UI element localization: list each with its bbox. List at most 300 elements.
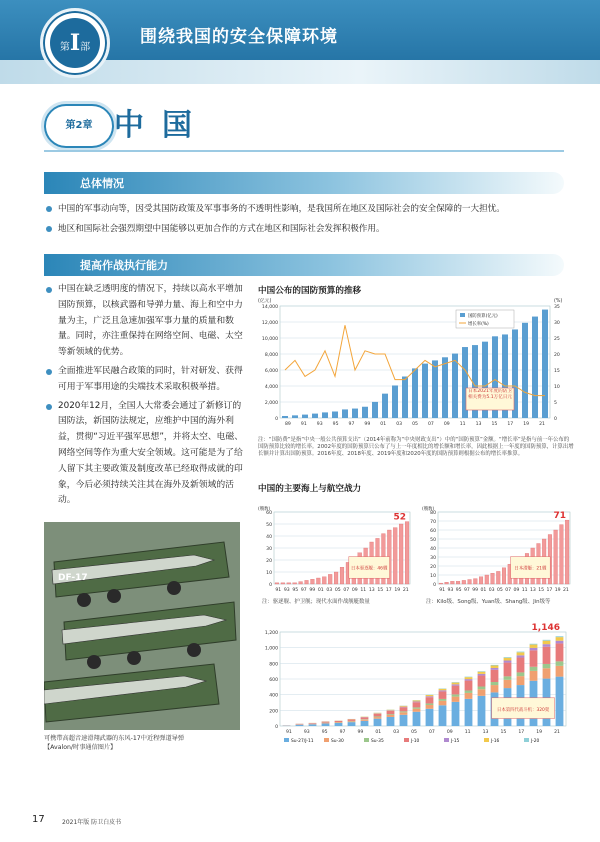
- legend-label: J-15: [451, 739, 460, 744]
- bar-segment: [413, 709, 421, 712]
- bar: [322, 412, 328, 418]
- missile-illustration: [44, 522, 240, 730]
- bar: [439, 583, 443, 584]
- y-tick-label: 40: [430, 547, 436, 552]
- callout: 日本第四代战斗机：320架: [496, 707, 550, 713]
- chapter-divider: [44, 150, 564, 152]
- bar: [565, 520, 569, 584]
- fighter-chart: [256, 618, 574, 748]
- bar-segment: [517, 658, 525, 673]
- bar: [473, 579, 477, 584]
- bar: [292, 415, 298, 418]
- x-tick-label: 97: [348, 422, 355, 427]
- bar-segment: [413, 702, 421, 707]
- bar-segment: [491, 670, 499, 682]
- bar-segment: [530, 667, 538, 671]
- bar-segment: [426, 697, 434, 703]
- bar: [305, 580, 309, 584]
- bar-segment: [556, 677, 564, 726]
- bar: [532, 317, 538, 418]
- max-label: 52: [393, 512, 406, 523]
- x-tick-label: 15: [538, 588, 545, 593]
- y2-tick-label: 20: [554, 353, 560, 358]
- bar-segment: [556, 637, 564, 641]
- bar-segment: [296, 725, 304, 726]
- bar-segment: [530, 648, 538, 650]
- y-tick-label: 10: [266, 571, 272, 576]
- x-tick-label: 01: [375, 730, 382, 735]
- x-tick-label: 17: [507, 422, 514, 427]
- y-tick-label: 20: [430, 565, 436, 570]
- bar-segment: [478, 671, 486, 672]
- bar: [316, 578, 320, 584]
- bar-segment: [465, 699, 473, 726]
- bar: [342, 409, 348, 418]
- legend-swatch: [324, 738, 329, 742]
- bar-segment: [543, 664, 551, 668]
- x-tick-label: 21: [554, 730, 560, 735]
- bar-segment: [361, 720, 369, 721]
- bar-segment: [374, 713, 382, 714]
- bar: [485, 575, 489, 584]
- part-title: 围绕我国的安全保障环境: [140, 27, 338, 47]
- bar-segment: [543, 641, 551, 644]
- x-tick-label: 11: [521, 588, 528, 593]
- x-tick-label: 03: [326, 588, 333, 593]
- bar: [340, 567, 344, 584]
- bar-segment: [348, 722, 356, 726]
- x-tick-label: 15: [377, 588, 384, 593]
- x-tick-label: 95: [292, 588, 299, 593]
- legend-label: Su-27/J-11: [291, 739, 314, 744]
- legend-swatch: [284, 738, 289, 742]
- y-tick-label: 1,200: [264, 631, 278, 636]
- x-tick-label: 21: [562, 588, 569, 593]
- bar-segment: [543, 647, 551, 664]
- bar-segment: [478, 689, 486, 696]
- bar-segment: [439, 699, 447, 701]
- bar: [293, 583, 297, 584]
- bar: [462, 580, 466, 584]
- missile-photo: [44, 522, 240, 730]
- submarine-chart: [420, 494, 576, 598]
- list-item: 地区和国际社会强烈期望中国能够以更加合作的方式在地区和国际社会发挥积极作用。: [44, 221, 574, 237]
- bar-segment: [439, 690, 447, 691]
- bar-segment: [400, 707, 408, 708]
- budget-chart-note: 注：“国防费”是指“中央一般公共预算支出”（2014年前称为“中央财政支出”）中的“国防预算”金额。“增长率”是指与前一年公布的国防预算比较的增长率。2002年度的国防预算只公布了与上一年度相比的增长额和增长率，因此根据上一年度的国防预算，计算出增长额并计算出国防预算。2016年度、2018年度、2019年度和2020年度的国防预算则根据公布的增长率推算。: [258, 437, 574, 457]
- bar: [328, 574, 332, 584]
- y-tick-label: 30: [266, 547, 272, 552]
- x-tick-label: 21: [539, 422, 545, 427]
- bar-segment: [374, 719, 382, 726]
- legend-swatch: [484, 738, 489, 742]
- list-item: 中国在缺乏透明度的情况下，持续以高水平增加国防预算，以核武器和导弹力量、海上和空中力量为主，广泛且急速加强军事力量的质量和数量。同时，亦注重保持在网络空间、电磁、太空等新领域的优势。: [44, 282, 249, 361]
- bar-segment: [413, 700, 421, 701]
- legend-label: J-16: [491, 739, 500, 744]
- bar-segment: [335, 722, 343, 723]
- bar: [299, 582, 303, 584]
- part-bottom: 部: [80, 42, 91, 53]
- bar-segment: [504, 680, 512, 688]
- bar-segment: [504, 676, 512, 679]
- legend-swatch: [444, 738, 449, 742]
- bar-segment: [348, 721, 356, 722]
- legend-swatch: [404, 738, 409, 742]
- x-tick-label: 89: [285, 422, 291, 427]
- bar-segment: [491, 666, 499, 668]
- bar-segment: [517, 672, 525, 676]
- y-tick-label: 14,000: [261, 305, 278, 310]
- legend-label: Su-30: [331, 739, 344, 744]
- bar-segment: [387, 714, 395, 715]
- x-tick-label: 03: [393, 730, 400, 735]
- bar-segment: [439, 691, 447, 699]
- x-tick-label: 99: [309, 588, 316, 593]
- page-number: 17: [32, 814, 45, 825]
- y-tick-label: 400: [269, 693, 278, 699]
- x-tick-label: 13: [482, 730, 489, 735]
- list-item: 全面推进军民融合政策的同时，针对研发、获得可用于军事用途的尖端技术采取积极举措。: [44, 364, 249, 396]
- x-tick-label: 91: [275, 588, 282, 593]
- y-unit: (艘数): [422, 507, 435, 512]
- y-tick-label: 12,000: [261, 321, 278, 326]
- bar-segment: [491, 685, 499, 692]
- bar: [542, 310, 548, 418]
- max-label: 71: [553, 511, 566, 522]
- y2-tick-label: 5: [554, 401, 557, 406]
- bar: [281, 583, 285, 584]
- bar-segment: [452, 694, 460, 696]
- bar: [352, 409, 358, 418]
- part-top: 第: [59, 42, 70, 53]
- x-tick-label: 97: [300, 588, 307, 593]
- y2-unit: (%): [554, 299, 563, 304]
- bar: [491, 573, 495, 584]
- x-tick-label: 17: [518, 730, 525, 735]
- x-tick-label: 05: [412, 422, 418, 427]
- x-tick-label: 03: [488, 588, 495, 593]
- x-tick-label: 93: [447, 588, 454, 593]
- x-tick-label: 05: [411, 730, 417, 735]
- callout: 日本2021年度的防卫相关费为5.1万亿日元: [467, 389, 513, 400]
- bar: [560, 525, 564, 584]
- bar: [412, 368, 418, 418]
- x-tick-label: 99: [472, 588, 479, 593]
- bar-segment: [426, 703, 434, 705]
- x-tick-label: 07: [429, 730, 435, 735]
- legend-swatch: [460, 313, 465, 317]
- x-tick-label: 91: [286, 730, 292, 735]
- bar: [382, 394, 388, 418]
- bar-segment: [504, 661, 512, 663]
- y-tick-label: 20: [266, 559, 272, 564]
- bar-segment: [478, 687, 486, 690]
- capability-bullets: [44, 282, 249, 509]
- naval-air-title: 中国的主要海上与航空战力: [258, 484, 362, 494]
- bar-segment: [452, 702, 460, 726]
- x-tick-label: 97: [463, 588, 470, 593]
- y-tick-label: 60: [266, 511, 272, 516]
- section-header-capability: [44, 254, 564, 276]
- y2-tick-label: 35: [554, 305, 560, 310]
- caption-credit: 【Avalon/时事通信图片】: [44, 744, 117, 751]
- bar-segment: [413, 712, 421, 726]
- bar-segment: [491, 668, 499, 670]
- bar: [302, 415, 308, 418]
- bar: [362, 407, 368, 418]
- bar-segment: [322, 723, 330, 726]
- section-title: 提高作战执行能力: [80, 259, 168, 272]
- y-tick-label: 40: [266, 535, 272, 540]
- bar-segment: [556, 641, 564, 644]
- x-tick-label: 01: [480, 588, 487, 593]
- y-tick-label: 0: [433, 583, 436, 588]
- bar-segment: [387, 715, 395, 717]
- bar: [452, 354, 458, 418]
- bar-segment: [543, 644, 551, 647]
- max-label: 1,146: [531, 623, 560, 633]
- bar-segment: [530, 671, 538, 681]
- bar: [282, 416, 288, 418]
- bar-segment: [465, 679, 473, 680]
- x-tick-label: 13: [475, 422, 482, 427]
- y-tick-label: 60: [430, 529, 436, 534]
- y-tick-label: 4,000: [264, 385, 278, 390]
- bar: [522, 323, 528, 418]
- y-tick-label: 0: [275, 725, 278, 730]
- y-tick-label: 0: [269, 583, 272, 588]
- bar: [393, 528, 397, 584]
- bar-segment: [504, 663, 512, 677]
- bar-segment: [504, 658, 512, 661]
- missile-tag: DF-17: [58, 573, 88, 583]
- overview-bullets: [44, 201, 574, 237]
- bar: [312, 414, 318, 418]
- legend-label: J-20: [531, 739, 540, 744]
- legend-label: Su-35: [371, 739, 384, 744]
- x-tick-label: 95: [455, 588, 462, 593]
- legend-swatch: [364, 738, 369, 742]
- bar-segment: [413, 707, 421, 708]
- section-header-overview: [44, 172, 564, 194]
- y-unit: (艘数): [258, 507, 271, 512]
- y-tick-label: 8,000: [264, 353, 278, 358]
- submarine-note: 注：Kilo级、Song级、Yuan级、Shang级、Jin级等: [426, 599, 551, 605]
- x-tick-label: 15: [500, 730, 507, 735]
- y-tick-label: 80: [430, 511, 436, 516]
- legend-swatch: [524, 738, 529, 742]
- bar-segment: [556, 636, 564, 637]
- bar-segment: [387, 717, 395, 726]
- x-tick-label: 99: [357, 730, 364, 735]
- x-tick-label: 99: [364, 422, 371, 427]
- y-tick-label: 10: [430, 574, 436, 579]
- y-tick-label: 1,000: [264, 646, 278, 652]
- y-tick-label: 10,000: [261, 337, 278, 342]
- bar-segment: [491, 682, 499, 685]
- y-tick-label: 200: [269, 709, 278, 715]
- bar: [275, 583, 279, 584]
- bar: [442, 357, 448, 418]
- bar: [332, 411, 338, 418]
- bar: [334, 572, 338, 584]
- bar-segment: [543, 640, 551, 641]
- y2-tick-label: 15: [554, 369, 560, 374]
- bar: [392, 385, 398, 418]
- budget-chart: [256, 296, 574, 436]
- bar-segment: [400, 711, 408, 712]
- bar: [399, 524, 403, 584]
- y-tick-label: 6,000: [264, 369, 278, 374]
- chapter-badge: [44, 104, 114, 148]
- bar: [287, 583, 291, 584]
- bar-segment: [426, 695, 434, 696]
- x-tick-label: 07: [343, 588, 350, 593]
- bar-segment: [413, 701, 421, 702]
- bar-segment: [426, 709, 434, 726]
- bar: [554, 530, 558, 584]
- bar-segment: [322, 722, 330, 723]
- bar: [432, 360, 438, 418]
- bar-segment: [374, 717, 382, 719]
- bar-segment: [517, 652, 525, 653]
- bar-segment: [400, 707, 408, 711]
- chapter-label: 第2章: [65, 120, 93, 131]
- bar: [372, 402, 378, 418]
- y2-tick-label: 0: [554, 417, 557, 422]
- bar-segment: [465, 690, 473, 692]
- destroyer-note: 注：驱逐舰、护卫舰；现代水面作战舰艇数量: [262, 599, 370, 605]
- bar: [451, 581, 455, 584]
- bar-segment: [465, 677, 473, 679]
- book-title: 2021年版 防卫白皮书: [62, 819, 122, 826]
- bar: [479, 577, 483, 584]
- bar-segment: [452, 684, 460, 685]
- bar-segment: [465, 681, 473, 691]
- bar-segment: [439, 689, 447, 691]
- bar-segment: [400, 712, 408, 714]
- legend-label: 增长率(%): [468, 322, 489, 327]
- bar-segment: [361, 721, 369, 726]
- bar-segment: [478, 696, 486, 726]
- bar-segment: [556, 661, 564, 665]
- y-tick-label: 30: [430, 556, 436, 561]
- bar: [456, 581, 460, 584]
- y-tick-label: 600: [269, 678, 278, 683]
- bar-segment: [309, 723, 317, 724]
- x-tick-label: 13: [529, 588, 536, 593]
- bar-segment: [517, 655, 525, 657]
- chapter-title: 中国: [114, 108, 210, 143]
- x-tick-label: 95: [321, 730, 328, 735]
- bar-segment: [478, 672, 486, 674]
- list-item: 中国的军事动向等，因受其国防政策及军事事务的不透明性影响，是我国所在地区及国际社会的安全保障的一大担忧。: [44, 201, 574, 217]
- y-tick-label: 0: [275, 417, 278, 422]
- bar-segment: [530, 644, 538, 645]
- bar-segment: [374, 714, 382, 717]
- bar-segment: [335, 723, 343, 726]
- bar: [311, 579, 315, 584]
- bar-segment: [517, 652, 525, 655]
- list-item: 2020年12月，全国人大常委会通过了新修订的国防法，新国防法规定，应维护中国的海外利益，贯彻“习近平强军思想”，并将太空、电磁、网络空间等作为重大安全领域。这可能是为了给人留下其主要政策及制度改革已经取得成就的印象，今后必须持续关注其在海外及新领域的活动。: [44, 399, 249, 510]
- bar-segment: [543, 668, 551, 678]
- bar-segment: [530, 650, 538, 666]
- bar-segment: [452, 686, 460, 695]
- x-tick-label: 93: [316, 422, 323, 427]
- bar-segment: [322, 723, 330, 724]
- x-tick-label: 15: [491, 422, 498, 427]
- callout: 日本潜艇：21艘: [514, 566, 547, 572]
- x-tick-label: 09: [351, 588, 358, 593]
- bar-segment: [426, 696, 434, 697]
- bar: [445, 582, 449, 584]
- x-tick-label: 01: [317, 588, 324, 593]
- x-tick-label: 21: [402, 588, 409, 593]
- callout: 日本驱逐舰：46艘: [351, 566, 388, 572]
- x-tick-label: 93: [303, 730, 310, 735]
- x-tick-label: 09: [443, 422, 450, 427]
- bar-segment: [478, 676, 486, 687]
- x-tick-label: 19: [536, 730, 543, 735]
- y-tick-label: 50: [266, 523, 272, 528]
- bar-segment: [348, 720, 356, 721]
- bar-segment: [504, 657, 512, 658]
- x-tick-label: 13: [368, 588, 375, 593]
- y-tick-label: 70: [430, 520, 436, 525]
- bar-segment: [439, 705, 447, 726]
- bar-segment: [387, 710, 395, 711]
- x-tick-label: 03: [396, 422, 403, 427]
- x-tick-label: 17: [385, 588, 392, 593]
- part-number: [50, 18, 100, 68]
- legend-label: 国防预算(亿元): [468, 314, 498, 319]
- bar: [422, 364, 428, 418]
- x-tick-label: 11: [360, 588, 367, 593]
- y-tick-label: 800: [269, 662, 278, 668]
- x-tick-label: 07: [505, 588, 512, 593]
- y-unit: (亿元): [258, 299, 272, 304]
- bar-segment: [400, 706, 408, 707]
- bar-segment: [335, 721, 343, 722]
- y2-tick-label: 25: [554, 337, 560, 342]
- bar-segment: [556, 666, 564, 677]
- bar-segment: [387, 711, 395, 714]
- bar-segment: [400, 715, 408, 726]
- budget-chart-title: 中国公布的国防预算的推移: [258, 286, 362, 296]
- x-tick-label: 97: [339, 730, 346, 735]
- bar-segment: [361, 717, 369, 719]
- bar-segment: [439, 701, 447, 706]
- photo-caption: [44, 734, 254, 752]
- x-tick-label: 05: [496, 588, 503, 593]
- x-tick-label: 19: [554, 588, 561, 593]
- bar: [502, 568, 506, 584]
- bar: [496, 571, 500, 584]
- section-title: 总体情况: [80, 177, 124, 190]
- caption-line: 可携带高超音速滑翔武器的东风-17中近程弹道导弹: [44, 735, 185, 742]
- bar-segment: [374, 716, 382, 717]
- bar-segment: [452, 683, 460, 685]
- bar-segment: [478, 674, 486, 676]
- x-tick-label: 09: [446, 730, 453, 735]
- bar-segment: [517, 676, 525, 685]
- bar-segment: [530, 645, 538, 648]
- destroyer-chart: [256, 494, 416, 598]
- x-tick-label: 91: [439, 588, 446, 593]
- x-tick-label: 91: [300, 422, 307, 427]
- x-tick-label: 09: [513, 588, 520, 593]
- y-tick-label: 50: [430, 538, 436, 543]
